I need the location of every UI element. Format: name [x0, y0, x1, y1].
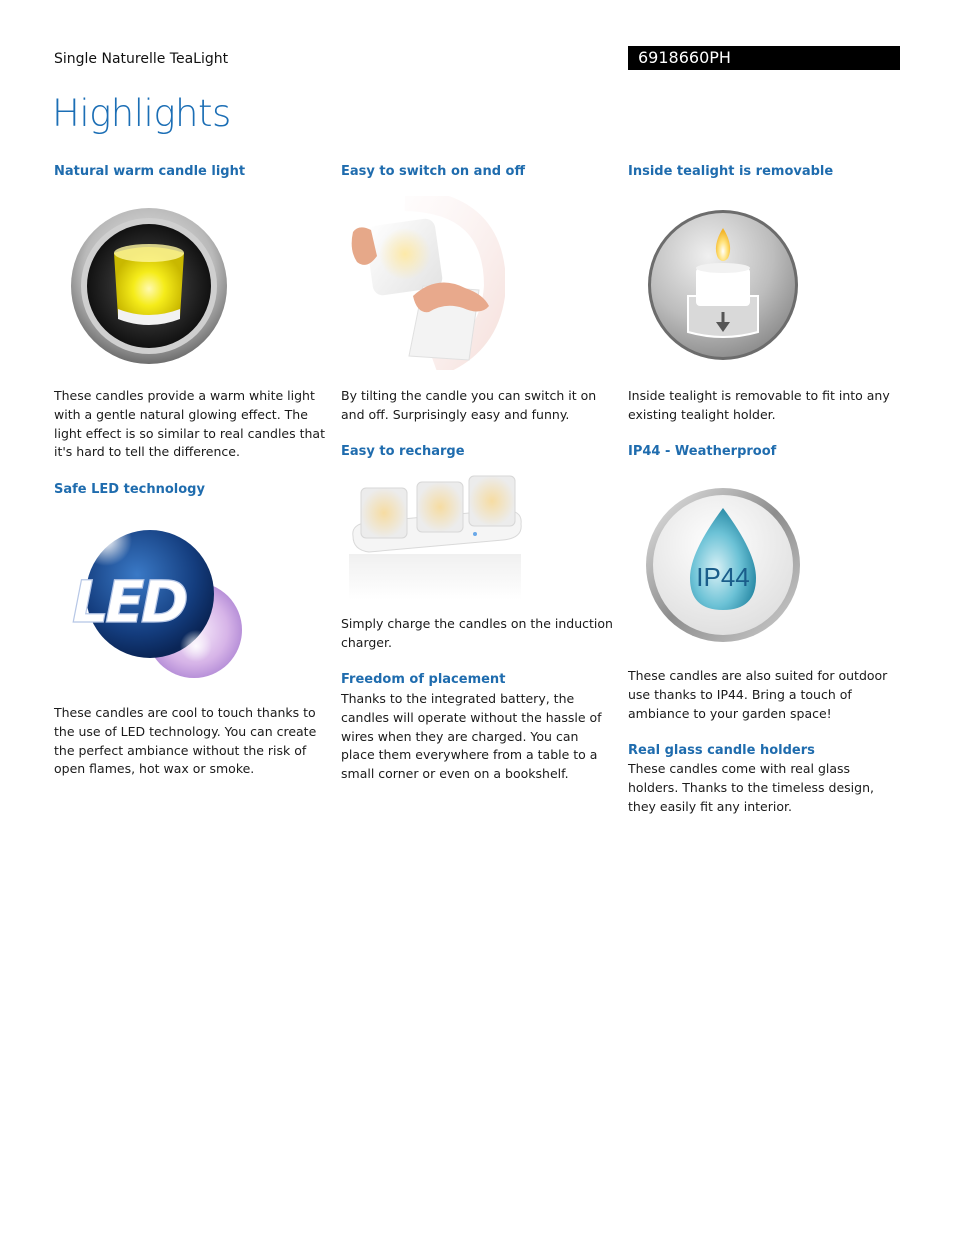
page-title: Highlights [52, 92, 231, 135]
product-name: Single Naturelle TeaLight [54, 51, 229, 67]
section-heading-safe-led: Safe LED technology [54, 482, 205, 497]
section-text-safe-led: These candles are cool to touch thanks to the use of LED technology. You can create the perfect ambiance without the risk of open flames, hot wax or smoke. [54, 705, 317, 777]
section-text-placement: Thanks to the integrated battery, the candles will operate without the hassle of wires when they are charged. You can place them everywhere from a table to a small corner or even on a bookshelf. [341, 691, 602, 782]
section-heading-natural-light: Natural warm candle light [54, 164, 246, 179]
sku-number: 6918660PH [638, 48, 731, 67]
tilting-candle-hand-image [345, 196, 505, 370]
section-text-glass: These candles come with real glass holders. Thanks to the timeless design, they easily fit any interior. [628, 761, 874, 814]
section-text-ip44: These candles are also suited for outdoor use thanks to IP44. Bring a touch of ambiance to your garden space! [628, 668, 888, 721]
section-text-natural-light: These candles provide a warm white light with a gentle natural glowing effect. The light effect is so similar to real candles that it's hard to tell the difference. [54, 388, 325, 460]
section-heading-glass: Real glass candle holders [628, 743, 815, 758]
sku-bar [628, 46, 900, 70]
removable-tealight-icon [646, 208, 800, 362]
ip44-water-drop-icon [644, 486, 802, 644]
section-text-recharge: Simply charge the candles on the induction charger. [341, 616, 613, 650]
section-heading-ip44: IP44 - Weatherproof [628, 444, 777, 459]
led-logo-text: LED [72, 568, 185, 636]
section-heading-placement: Freedom of placement [341, 672, 506, 687]
section-heading-removable: Inside tealight is removable [628, 164, 834, 179]
ip44-label: IP44 [696, 562, 750, 592]
section-text-removable: Inside tealight is removable to fit into any existing tealight holder. [628, 388, 890, 422]
warm-candle-light-icon [68, 205, 230, 367]
section-text-switch: By tilting the candle you can switch it on and off. Surprisingly easy and funny. [341, 388, 597, 422]
charging-tray-image [347, 474, 525, 602]
section-heading-recharge: Easy to recharge [341, 444, 465, 459]
section-heading-switch: Easy to switch on and off [341, 164, 525, 179]
led-logo [64, 512, 244, 687]
